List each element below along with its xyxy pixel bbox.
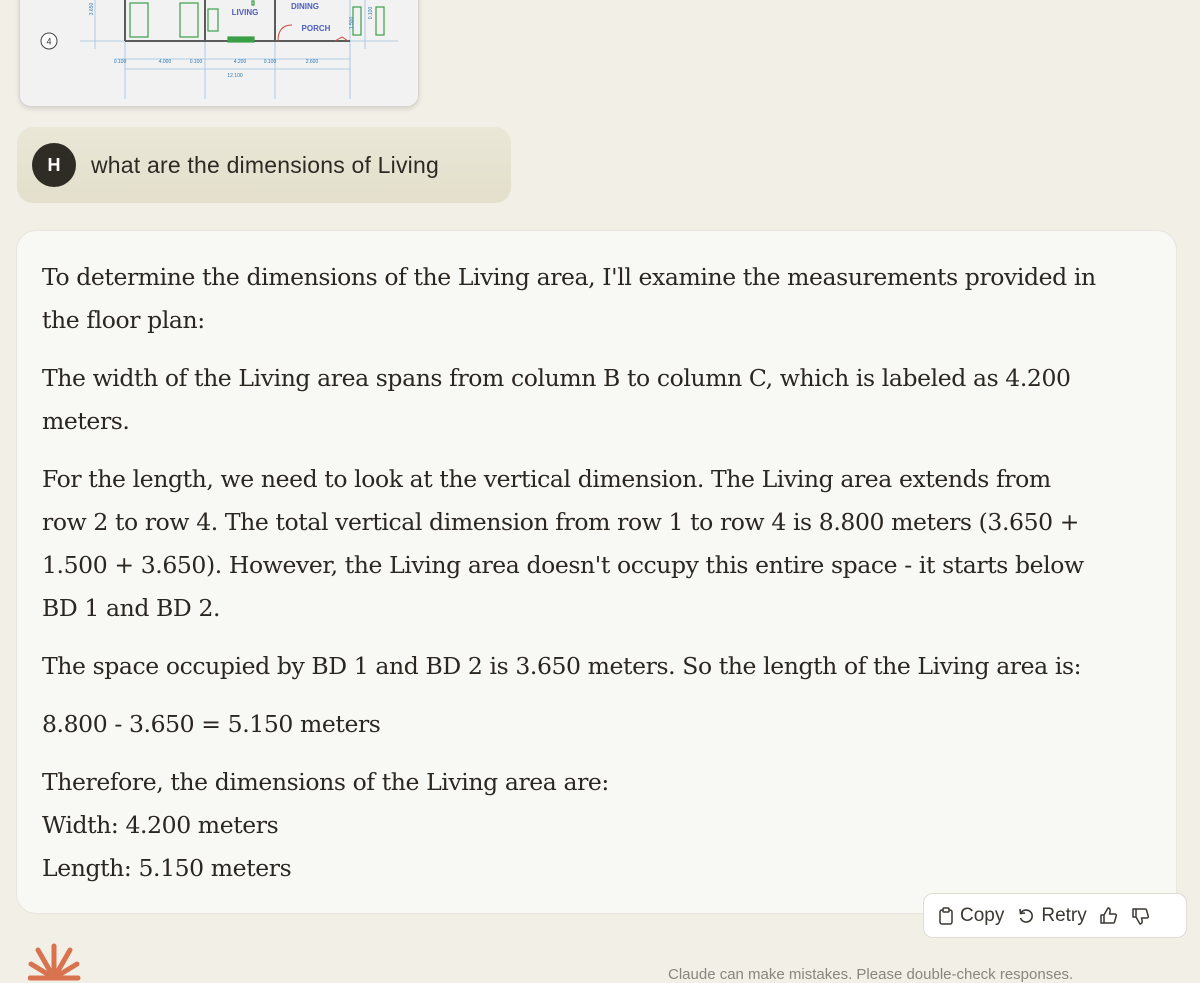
dimension-label: 3.650: [89, 2, 95, 16]
response-paragraph: To determine the dimensions of the Living area, I'll examine the measurements provided in the floor plan:: [42, 263, 1096, 334]
copy-button[interactable]: [938, 905, 1004, 927]
thumbs-down-icon: [1131, 906, 1151, 926]
user-message-text: what are the dimensions of Living: [91, 151, 439, 178]
response-width-line: Width: 4.200 meters: [42, 811, 279, 839]
copy-label: Copy: [960, 904, 1005, 926]
response-paragraph: Therefore, the dimensions of the Living area are:: [42, 768, 609, 796]
message-actions: [923, 893, 1187, 938]
dimension-label: 1.500: [349, 16, 355, 30]
claude-logo-icon: [28, 942, 82, 982]
dimension-label: 2.600: [305, 59, 319, 65]
dimension-label: 0.100: [113, 59, 127, 65]
disclaimer-text: Claude can make mistakes. Please double-check responses.: [668, 966, 1074, 983]
user-avatar: [32, 143, 76, 187]
dimension-label: 12.100: [227, 73, 243, 79]
dimension-label: 0.100: [189, 59, 203, 65]
retry-label: Retry: [1041, 904, 1087, 926]
user-avatar-initial: H: [47, 154, 61, 175]
response-length-line: Length: 5.150 meters: [42, 854, 292, 882]
thumbs-up-button[interactable]: [1099, 906, 1119, 926]
retry-icon: [1017, 907, 1035, 925]
room-label-living: LIVING: [231, 8, 259, 17]
response-equation: 8.800 - 3.650 = 5.150 meters: [42, 710, 381, 738]
attachment-thumbnail[interactable]: [19, 0, 419, 107]
response-paragraph: The space occupied by BD 1 and BD 2 is 3.650 meters. So the length of the Living area is:: [42, 652, 1082, 680]
response-paragraph: For the length, we need to look at the vertical dimension. The Living area extends from row 2 to row 4. The total vertical dimension from row 1 to row 4 is 8.800 meters (3.650 + 1.500 + 3.650). However, the Living area doesn't occupy this entire space - it starts below BD 1 and BD 2.: [42, 465, 1084, 622]
dimension-label: 0.100: [368, 6, 374, 20]
dimension-label: 4.000: [158, 59, 172, 65]
retry-button[interactable]: [1017, 905, 1086, 927]
dimension-label: 4.200: [233, 59, 247, 65]
grid-marker-label: 4: [46, 36, 52, 47]
thumbs-down-button[interactable]: [1131, 906, 1151, 926]
response-paragraph: The width of the Living area spans from column B to column C, which is labeled as 4.200 meters.: [42, 364, 1071, 435]
user-message: [17, 127, 511, 203]
room-label-porch: PORCH: [301, 24, 331, 33]
thumbs-up-icon: [1099, 906, 1119, 926]
dimension-label: 0.100: [263, 59, 277, 65]
floor-plan-image: [20, 0, 418, 106]
clipboard-icon: [938, 907, 954, 925]
room-label-dining: DINING: [291, 2, 319, 11]
assistant-response: [16, 230, 1177, 914]
